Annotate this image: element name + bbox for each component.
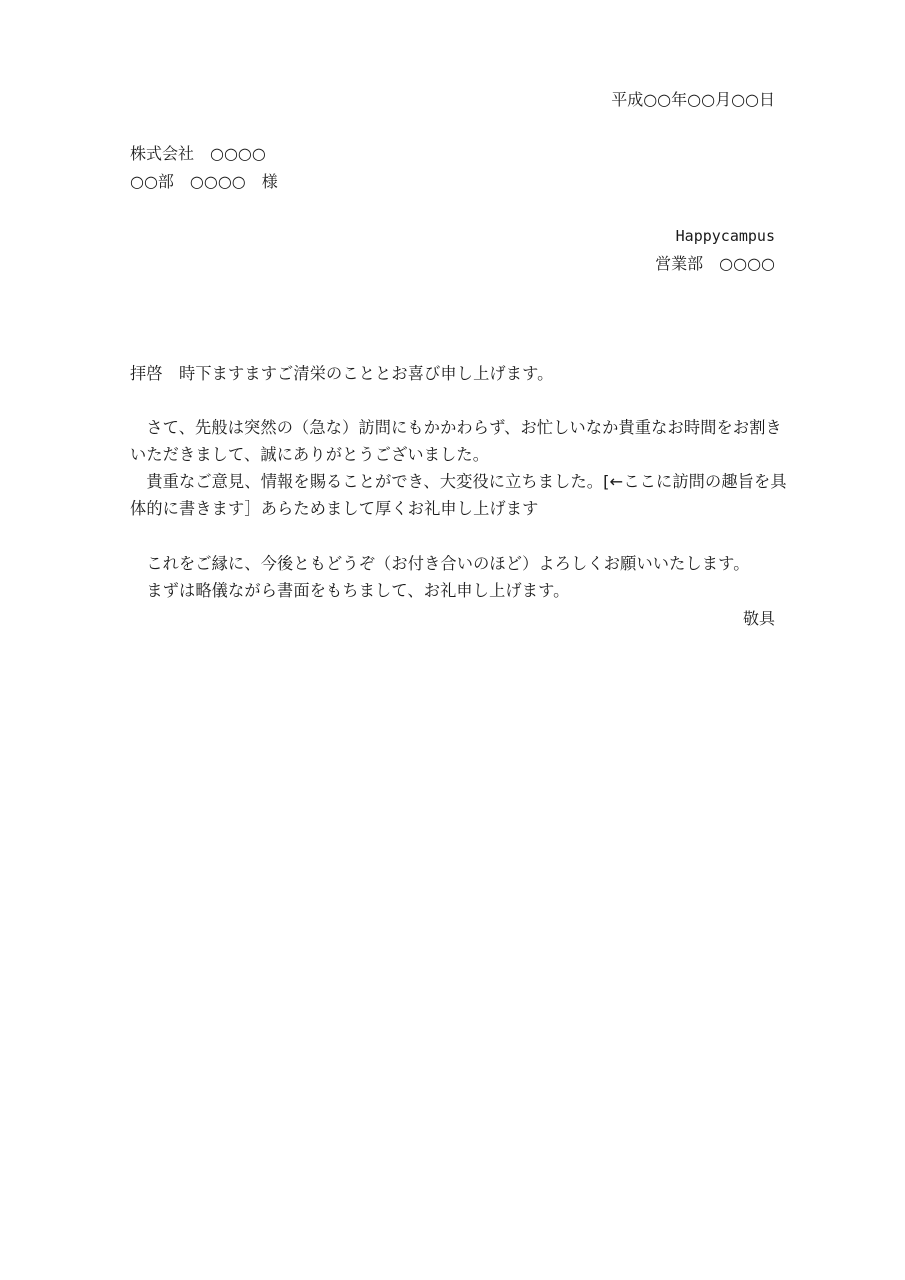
opening-greeting: 拝啓 時下ますますご清栄のこととお喜び申し上げます。 xyxy=(130,364,554,383)
closing-phrase: 敬具 xyxy=(742,609,775,628)
paragraph2-line2: 体的に書きます］あらためまして厚くお礼申し上げます xyxy=(130,499,539,518)
paragraph1-line1: さて、先般は突然の（急な）訪問にもかかわらず、お忙しいなか貴重なお時間をお割き xyxy=(130,418,782,437)
paragraph3-line1: これをご縁に、今後ともどうぞ（お付き合いのほど）よろしくお願いいたします。 xyxy=(130,554,750,573)
sender-company: Happycampus xyxy=(675,227,775,245)
sender-department-person: 営業部 ○○○○ xyxy=(655,254,775,273)
paragraph3-line2: まずは略儀ながら書面をもちまして、お礼申し上げます。 xyxy=(130,581,570,600)
paragraph1-line2: いただきまして、誠にありがとうございました。 xyxy=(130,445,490,464)
letter-date: 平成○○年○○月○○日 xyxy=(611,90,775,109)
recipient-department-person: ○○部 ○○○○ 様 xyxy=(130,172,278,191)
recipient-company: 株式会社 ○○○○ xyxy=(130,144,266,163)
paragraph2-line1: 貴重なご意見、情報を賜ることができ、大変役に立ちました。[←ここに訪問の趣旨を具 xyxy=(130,472,787,491)
